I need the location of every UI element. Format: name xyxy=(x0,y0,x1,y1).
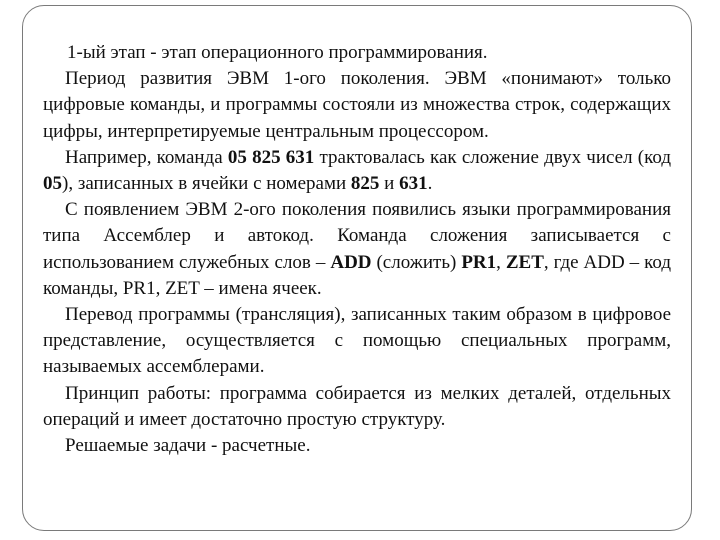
slide-text-body xyxy=(43,40,671,459)
bold-keyword-add: ADD xyxy=(330,251,372,273)
bold-cell-number: 825 xyxy=(350,173,380,195)
text-span: , где ADD – код команды, PR1, ZET – имена ячеек. xyxy=(43,251,672,299)
paragraph-tasks-text: Решаемые задачи - расчетные. xyxy=(65,435,311,457)
text-span: трактовалась как сложение двух чисел (код xyxy=(314,146,672,168)
text-span: и xyxy=(379,173,400,195)
paragraph-translation-text: Перевод программы (трансляция), записанных таким образом в цифровое представление, осуществляется с помощью специальных программ, называемых ассемблерами. xyxy=(43,304,671,378)
paragraph-generation-1 xyxy=(43,66,671,145)
heading-paragraph xyxy=(43,40,671,66)
bold-command-code: 05 825 631 xyxy=(227,146,315,168)
paragraph-tasks xyxy=(43,433,671,459)
paragraph-principle-text: Принцип работы: программа собирается из мелких деталей, отдельных операций и имеет достаточно простую структуру. xyxy=(43,382,671,430)
text-span: (сложить) xyxy=(371,251,462,273)
heading-text: 1-ый этап - этап операционного программирования. xyxy=(67,42,488,63)
bold-cell-number: 631 xyxy=(399,173,428,195)
paragraph-principle xyxy=(43,381,671,433)
bold-keyword-pr1: PR1 xyxy=(461,251,497,273)
bold-op-code: 05 xyxy=(43,173,62,195)
text-span: С появлением ЭВМ 2-ого поколения появились языки программирования типа Ассемблер и автокод. Команда сложения записывается с использованием служебных слов – xyxy=(43,199,671,273)
paragraph-generation-1-text: Период развития ЭВМ 1-ого поколения. ЭВМ «понимают» только цифровые команды, и программы состояли из множества строк, содержащих цифры, интерпретируемые центральным процессором. xyxy=(43,68,671,142)
text-span: , xyxy=(496,251,506,273)
text-span: Например, команда xyxy=(65,146,228,168)
paragraph-translation xyxy=(43,302,671,381)
paragraph-example-command xyxy=(43,145,671,197)
text-span: ), записанных в ячейки с номерами xyxy=(62,173,351,195)
bold-keyword-zet: ZET xyxy=(505,251,544,273)
text-span: . xyxy=(427,173,433,195)
paragraph-generation-2 xyxy=(43,197,671,302)
